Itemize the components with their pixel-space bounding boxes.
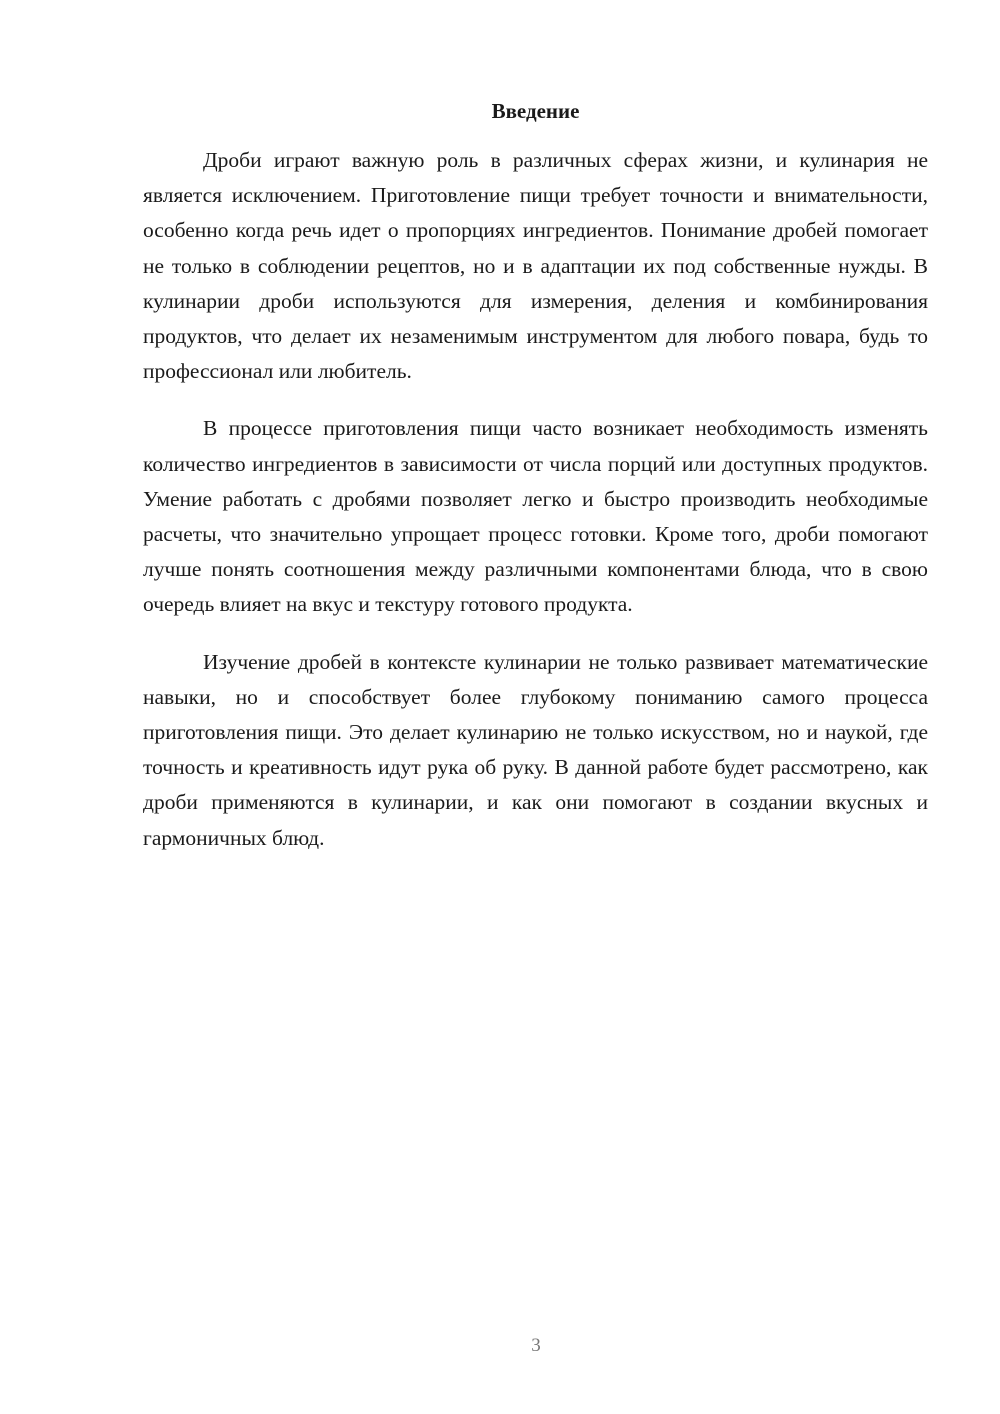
section-heading: Введение — [491, 99, 580, 123]
page-number: 3 — [531, 1335, 541, 1356]
paragraph: В процессе приготовления пищи часто возникает необходимость изменять количество ингредиентов в зависимости от числа порций или доступных продуктов. Умение работать с дробями позволяет легко и быстро производить необходимые расчеты, что значительно упрощает процесс готовки. Кроме того, дроби помогают лучше понять соотношения между различными компонентами блюда, что в свою очередь влияет на вкус и текстуру готового продукта. — [143, 416, 928, 617]
paragraph: Изучение дробей в контексте кулинарии не только развивает математические навыки, но и способствует более глубокому пониманию самого процесса приготовления пищи. Это делает кулинарию не только искусством, но и наукой, где точность и креативность идут рука об руку. В данной работе будет рассмотрено, как дроби применяются в кулинарии, и как они помогают в создании вкусных и гармоничных блюд. — [143, 649, 928, 850]
body-text — [143, 143, 928, 878]
paragraph: Дроби играют важную роль в различных сферах жизни, и кулинария не является исключением. Приготовление пищи требует точности и внимательности, особенно когда речь идет о пропорциях ингредиентов. Понимание дробей помогает не только в соблюдении рецептов, но и в адаптации их под собственные нужды. В кулинарии дроби используются для измерения, деления и комбинирования продуктов, что делает их незаменимым инструментом для любого повара, будь то профессионал или любитель. — [143, 148, 928, 384]
